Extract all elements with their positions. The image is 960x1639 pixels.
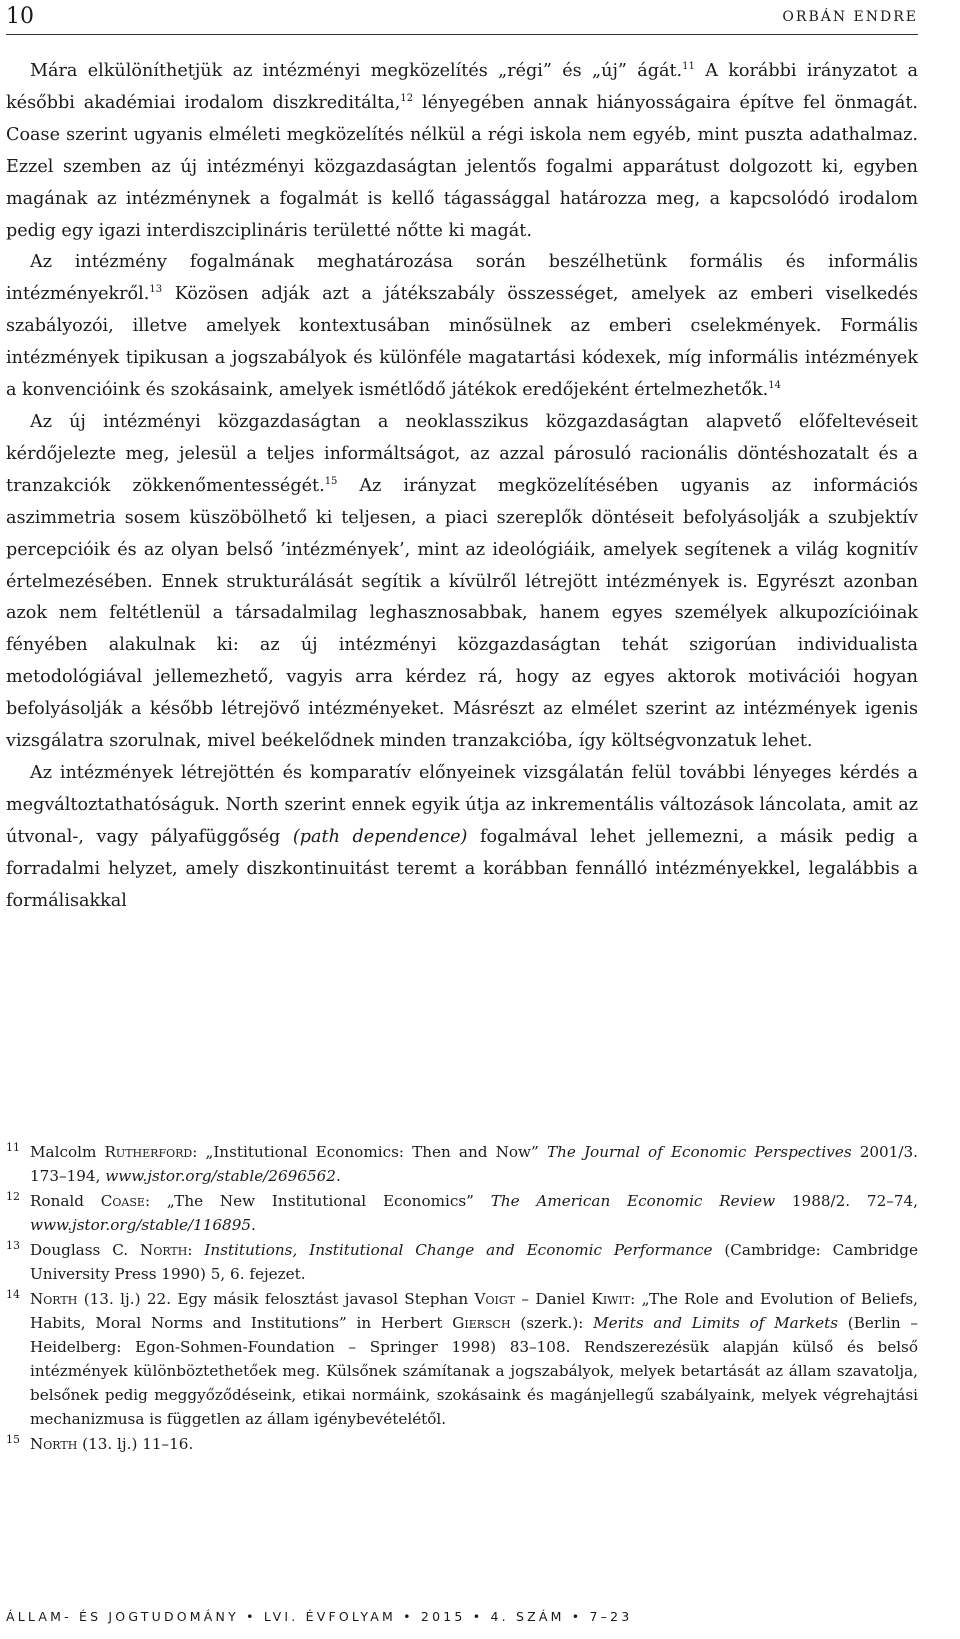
author-name: North [140, 1241, 188, 1259]
text: A korábbi irányzatot a későbbi akadémiai irodalom diszkreditálta, [6, 61, 918, 113]
reference-link[interactable]: www.jstor.org/stable/2696562 [105, 1167, 336, 1185]
text: Malcolm [30, 1143, 105, 1161]
text: Az intézmény fogalmának meghatározása során beszélhetünk formális és informális intézményekről. [6, 252, 918, 305]
main-text [6, 56, 918, 917]
text: Ronald [30, 1192, 101, 1210]
text: : „The New Institutional Economics” [144, 1192, 491, 1210]
running-header [6, 4, 918, 35]
footnote-ref-13[interactable]: 13 [149, 284, 163, 296]
text: fogalmával lehet jellemezni, a másik pedig a forradalmi helyzet, amely diszkontinuitást teremt a korábban fennálló intézményekkel, legalábbis a formálisakkal [6, 826, 918, 911]
text: (szerk.): [510, 1314, 594, 1332]
paragraph-4 [6, 758, 918, 918]
footnote-number: 14 [6, 1288, 20, 1301]
paragraph-2 [6, 247, 918, 407]
running-footer: ÁLLAM- ÉS JOGTUDOMÁNY • LVI. ÉVFOLYAM • 2015 • 4. SZÁM • 7–23 [6, 1609, 633, 1624]
book-title: Institutions, Institutional Change and Economic Performance [204, 1241, 713, 1259]
footnote-15 [6, 1432, 918, 1456]
footnote-12 [6, 1189, 918, 1237]
author-name: Giersch [452, 1314, 511, 1332]
text: (Cambridge: Cambridge University Press 1990) 5, 6. fejezet. [30, 1241, 918, 1283]
footnote-ref-11[interactable]: 11 [682, 61, 695, 72]
footnote-number: 13 [6, 1239, 20, 1252]
text: Mára elkülöníthetjük az intézményi megközelítés „régi” és „új” ágát. [30, 61, 683, 81]
author-name: Kiwit [591, 1290, 631, 1308]
author-name: North [30, 1435, 78, 1453]
text: (13. lj.) 22. Egy másik felosztást javasol Stephan [77, 1290, 475, 1308]
footnote-ref-15[interactable]: 15 [324, 475, 338, 487]
text: . [251, 1216, 256, 1234]
footnote-number: 12 [6, 1190, 20, 1203]
journal-title: The Journal of Economic Perspectives [546, 1143, 852, 1161]
text: : „The Role and Evolution of Beliefs, Habits, Moral Norms and Institutions” in Herbert [30, 1290, 918, 1332]
text: (Berlin – Heidelberg: Egon-Sohmen-Foundation – Springer 1998) 83–108. Rendszerezésük alapján külső és belső intézmények különböztethetőek meg. Külsőnek számítanak a jogszabályok, melyek betartását az állam szavatolja, belsőnek pedig meggyőződéseink, etikai normáink, szokásaink és magánjellegű szabályaink, melyek végrehajtási mechanizmusa is független az állam igénybevételétől. [30, 1314, 918, 1428]
document-page [6, 0, 918, 1639]
text: Közösen adják azt a játékszabály összességet, amelyek az emberi viselkedés szabályozói, illetve amelyek kontextusában minősülnek az emberi cselekmények. Formális intézmények tipikusan a jogszabályok és különféle magatartási kódexek, míg informális intézmények a konvencióink és szokásaink, amelyek ismétlődő játékok eredőjeként értelmezhetők. [6, 284, 918, 401]
paragraph-3 [6, 407, 918, 758]
footnotes-section [6, 1140, 918, 1457]
text: lényegében annak hiányosságaira építve fel önmagát. Coase szerint ugyanis elméleti megközelítés nélkül a régi iskola nem egyéb, mint puszta adathalmaz. Ezzel szemben az új intézményi közgazdaságtan jelentős fogalmi apparátust dolgozott ki, egyben magának az intézménynek a fogalmát is kellő tágassággal határozza meg, a kapcsolódó irodalom pedig egy igazi interdiszciplináris területté nőtte ki magát. [6, 92, 918, 241]
text: : [187, 1241, 205, 1259]
page-number: 10 [6, 4, 34, 29]
text: (13. lj.) 11–16. [77, 1435, 194, 1453]
author-name: Coase [100, 1192, 145, 1210]
italic-term: (path dependence) [292, 826, 468, 847]
text: Douglass C. [30, 1241, 141, 1259]
footnote-number: 15 [6, 1433, 20, 1446]
footnote-number: 11 [6, 1141, 20, 1154]
footnote-ref-12[interactable]: 12 [400, 92, 414, 104]
text: 1988/2. 72–74, [775, 1192, 918, 1210]
footnote-14 [6, 1287, 918, 1431]
book-title: Merits and Limits of Markets [593, 1314, 839, 1332]
text: 2001/3. 173–194, [30, 1143, 918, 1185]
text: Az új intézményi közgazdaságtan a neoklasszikus közgazdaságtan alapvető előfeltevéseit kérdőjelezte meg, jelesül a teljes informáltságot, az azzal párosuló racionális döntéshozatalt és a tranzakciók zökkenőmentességét. [6, 411, 918, 496]
text: Az intézmények létrejöttén és komparatív előnyeinek vizsgálatán felül további lényeges kérdés a megváltoztathatóságuk. North szerint ennek egyik útja az inkrementális változások láncolata, amit az útvonal-, vagy pályafüggőség [6, 762, 918, 847]
reference-link[interactable]: www.jstor.org/stable/116895 [30, 1216, 252, 1234]
author-name: Rutherford [104, 1143, 193, 1161]
running-head-author: ORBÁN ENDRE [782, 9, 918, 25]
footnote-13 [6, 1238, 918, 1286]
journal-title: The American Economic Review [490, 1192, 776, 1210]
text: Az irányzat megközelítésében ugyanis az információs aszimmetria sosem küszöbölhető ki teljesen, a piaci szereplők döntéseit befolyásolják a szubjektív percepcióik és az olyan belső ’intézmények’, mint az ideológiáik, amelyek segítenek a világ kognitív értelmezésében. Ennek strukturálását segítik a kívülről létrejött intézmények is. Egyrészt azonban azok nem feltétlenül a társadalmilag leghasznosabbak, hanem egyes személyek alkupozícióinak fényében alakulnak ki: az új intézményi közgazdaságtan tehát szigorúan individualista metodológiával jellemezhető, vagyis arra kérdez rá, hogy az egyes aktorok motivációi hogyan befolyásolják a később létrejövő intézményeket. Másrészt az elmélet szerint az intézmények igenis vizsgálatra szorulnak, mivel beékelődnek minden tranzakcióba, így költségvonzatuk lehet. [6, 475, 918, 752]
paragraph-1 [6, 56, 918, 247]
footnote-ref-14[interactable]: 14 [768, 380, 781, 392]
footnote-11 [6, 1140, 918, 1188]
text: . [335, 1167, 341, 1185]
text: : „Institutional Economics: Then and Now” [192, 1143, 547, 1161]
text: – Daniel [515, 1290, 592, 1308]
author-name: Voigt [474, 1290, 516, 1308]
author-name: North [30, 1290, 78, 1308]
